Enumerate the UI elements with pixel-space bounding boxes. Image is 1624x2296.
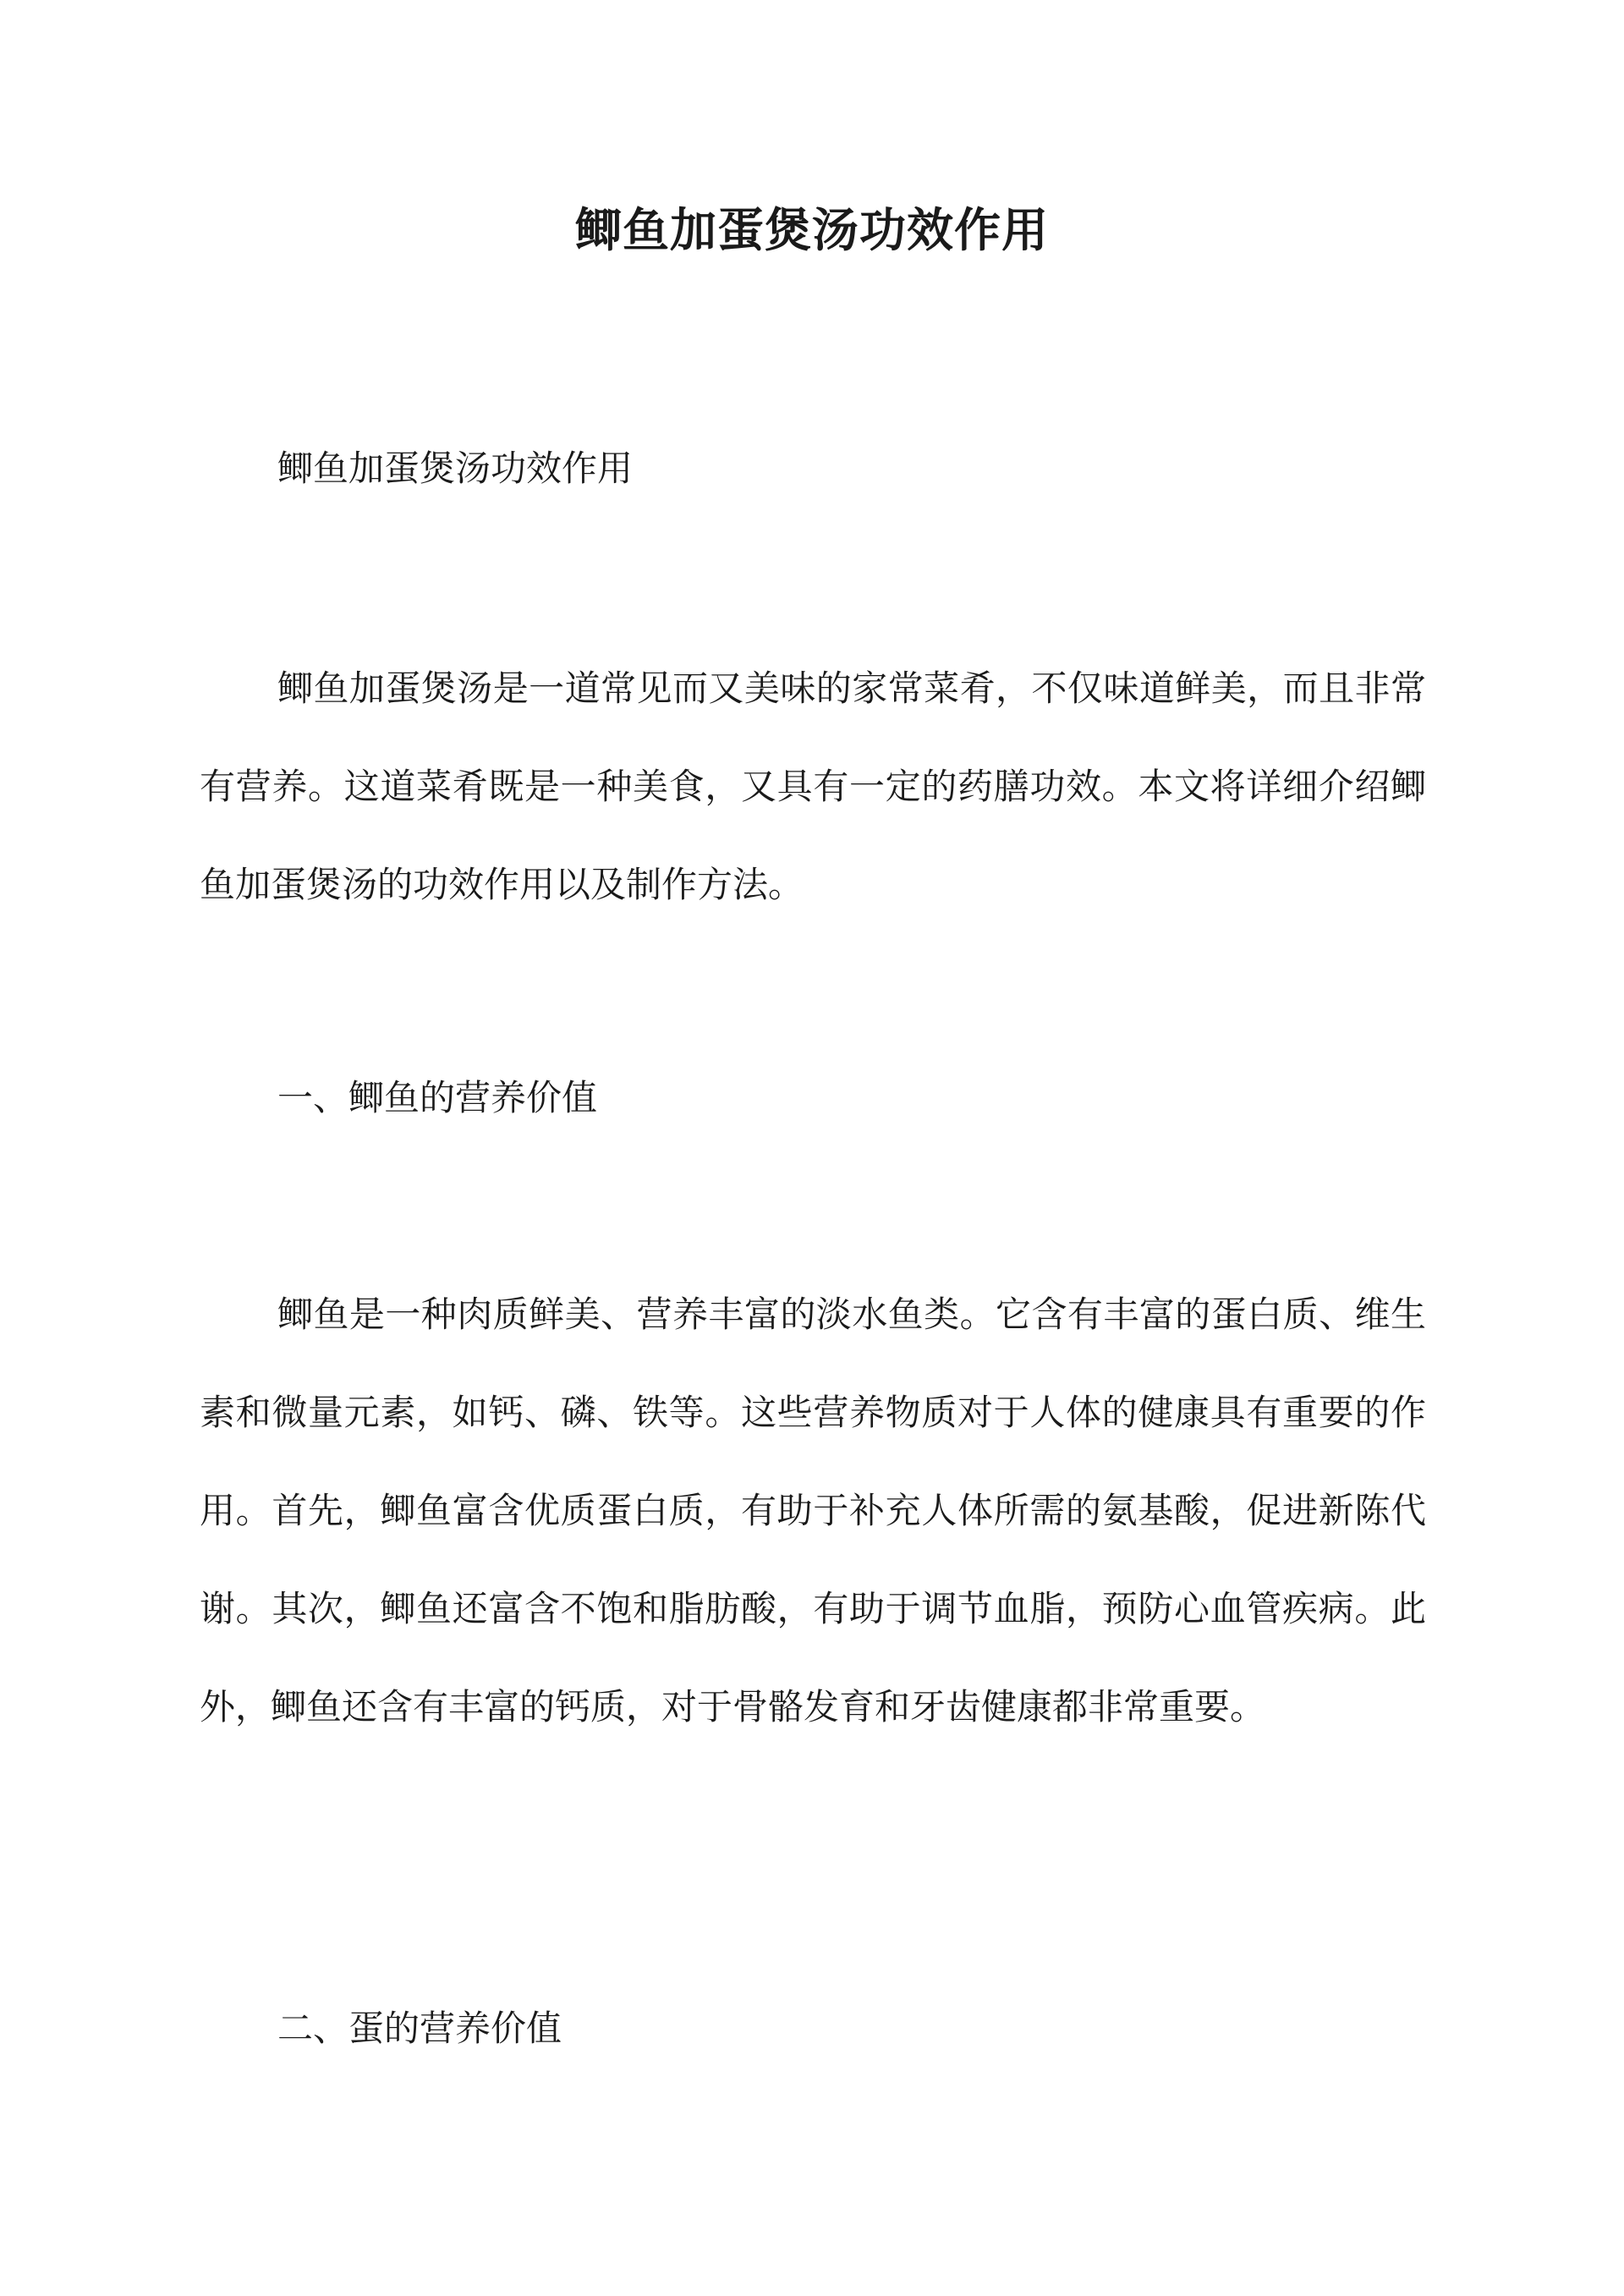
document-title: 鲫鱼加蛋煲汤功效作用 <box>574 202 1049 257</box>
document-subtitle: 鲫鱼加蛋煲汤功效作用 <box>277 448 634 489</box>
section-2-heading: 二、蛋的营养价值 <box>277 2008 562 2049</box>
intro-paragraph: 鲫鱼加蛋煲汤是一道常见而又美味的家常菜肴，不仅味道鲜美，而且非常有营养。这道菜肴既是一种美食，又具有一定的药膳功效。本文将详细介绍鲫鱼加蛋煲汤的功效作用以及制作方法。 <box>200 667 1426 905</box>
section-1-paragraph: 鲫鱼是一种肉质鲜美、营养丰富的淡水鱼类。它含有丰富的蛋白质、维生素和微量元素，如钙、磷、铁等。这些营养物质对于人体的健康具有重要的作用。首先，鲫鱼富含优质蛋白质，有助于补充人体所需的氨基酸，促进新陈代谢。其次，鲫鱼还富含不饱和脂肪酸，有助于调节血脂，预防心血管疾病。此外，鲫鱼还含有丰富的钙质，对于骨骼发育和牙齿健康都非常重要。 <box>200 1294 1426 1727</box>
section-1-heading: 一、鲫鱼的营养价值 <box>277 1077 598 1118</box>
